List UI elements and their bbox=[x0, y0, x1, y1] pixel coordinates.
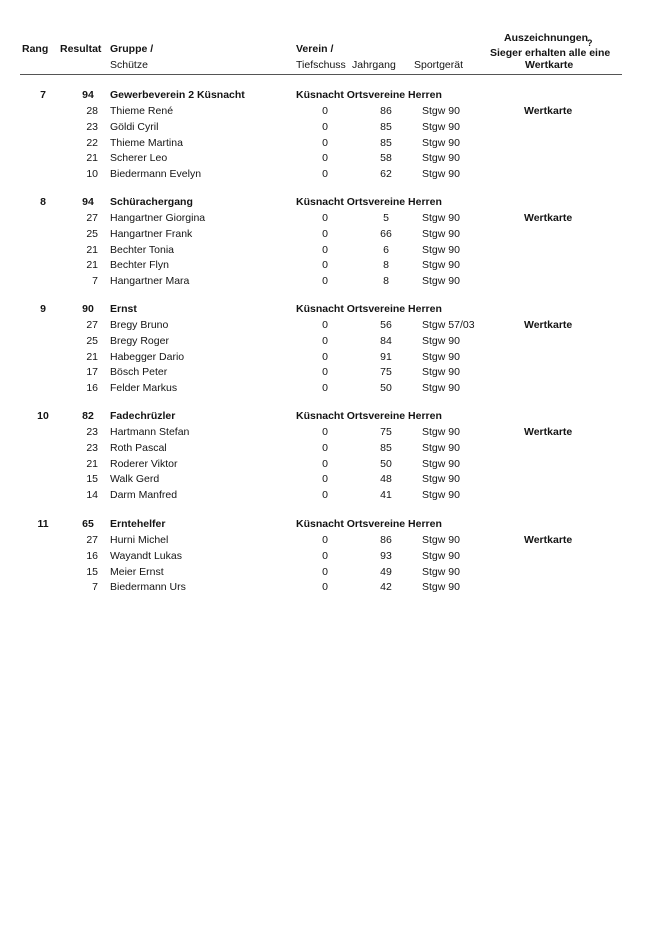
header-sieger: Sieger erhalten alle eine bbox=[490, 47, 611, 59]
member-jahrgang: 84 bbox=[380, 334, 392, 347]
member-resultat: 22 bbox=[86, 136, 98, 149]
table-row bbox=[0, 488, 664, 502]
header-resultat: Resultat bbox=[60, 43, 102, 55]
member-jahrgang: 75 bbox=[380, 426, 392, 438]
member-name: Hangartner Frank bbox=[110, 227, 193, 240]
member-tiefschuss: 0 bbox=[322, 136, 328, 149]
table-row bbox=[0, 258, 664, 272]
group-rang: 9 bbox=[40, 303, 46, 315]
member-sportgeraet: Stgw 90 bbox=[422, 136, 460, 149]
member-tiefschuss: 0 bbox=[322, 366, 328, 379]
member-name: Walk Gerd bbox=[110, 473, 160, 486]
member-tiefschuss: 0 bbox=[322, 227, 328, 240]
group-name: Erntehelfer bbox=[110, 518, 166, 530]
member-resultat: 21 bbox=[86, 243, 98, 256]
group-name: Fadechrüzler bbox=[110, 410, 176, 422]
table-row bbox=[0, 457, 664, 471]
member-tiefschuss: 0 bbox=[322, 382, 328, 395]
member-sportgeraet: Stgw 90 bbox=[422, 212, 460, 224]
member-resultat: 7 bbox=[92, 581, 98, 594]
member-jahrgang: 6 bbox=[383, 243, 389, 256]
header-auszeichnungen: Auszeichnungen bbox=[504, 32, 589, 44]
member-tiefschuss: 0 bbox=[322, 549, 328, 562]
member-tiefschuss: 0 bbox=[322, 275, 328, 288]
member-jahrgang: 50 bbox=[380, 457, 392, 470]
member-name: Bechter Flyn bbox=[110, 259, 169, 272]
table-row bbox=[0, 350, 664, 364]
member-sportgeraet: Stgw 90 bbox=[422, 473, 460, 486]
member-resultat: 16 bbox=[86, 549, 98, 562]
member-jahrgang: 86 bbox=[380, 105, 392, 117]
table-row bbox=[0, 136, 664, 150]
member-tiefschuss: 0 bbox=[322, 565, 328, 578]
member-sportgeraet: Stgw 90 bbox=[422, 259, 460, 272]
member-resultat: 23 bbox=[86, 426, 98, 438]
member-name: Bregy Roger bbox=[110, 334, 169, 347]
member-jahrgang: 85 bbox=[380, 136, 392, 149]
member-tiefschuss: 0 bbox=[322, 319, 328, 331]
member-name: Thieme René bbox=[110, 105, 174, 117]
table-row bbox=[0, 334, 664, 348]
member-sportgeraet: Stgw 90 bbox=[422, 350, 460, 363]
member-auszeichnung: Wertkarte bbox=[524, 426, 573, 438]
member-resultat: 25 bbox=[86, 227, 98, 240]
table-row bbox=[0, 549, 664, 563]
header-sportgeraet: Sportgerät bbox=[414, 59, 464, 71]
member-tiefschuss: 0 bbox=[322, 105, 328, 117]
member-name: Felder Markus bbox=[110, 382, 178, 395]
member-resultat: 27 bbox=[86, 534, 98, 546]
member-tiefschuss: 0 bbox=[322, 334, 328, 347]
member-jahrgang: 93 bbox=[380, 549, 392, 562]
member-jahrgang: 48 bbox=[380, 473, 392, 486]
member-resultat: 27 bbox=[86, 319, 98, 331]
member-resultat: 23 bbox=[86, 441, 98, 454]
group-verein: Küsnacht Ortsvereine Herren bbox=[296, 518, 442, 530]
member-sportgeraet: Stgw 57/03 bbox=[422, 319, 475, 331]
group-resultat: 65 bbox=[82, 518, 94, 530]
member-sportgeraet: Stgw 90 bbox=[422, 243, 460, 256]
member-resultat: 27 bbox=[86, 212, 98, 224]
member-name: Bregy Bruno bbox=[110, 319, 169, 331]
member-name: Thieme Martina bbox=[110, 136, 183, 149]
group-name: Schürachergang bbox=[110, 196, 193, 208]
member-jahrgang: 66 bbox=[380, 227, 392, 240]
member-tiefschuss: 0 bbox=[322, 243, 328, 256]
member-resultat: 15 bbox=[86, 473, 98, 486]
member-name: Hartmann Stefan bbox=[110, 426, 190, 438]
member-sportgeraet: Stgw 90 bbox=[422, 426, 460, 438]
member-name: Biedermann Urs bbox=[110, 581, 186, 594]
member-resultat: 21 bbox=[86, 259, 98, 272]
member-jahrgang: 85 bbox=[380, 120, 392, 133]
group-rang: 10 bbox=[37, 410, 49, 422]
group-verein: Küsnacht Ortsvereine Herren bbox=[296, 410, 442, 422]
member-sportgeraet: Stgw 90 bbox=[422, 549, 460, 562]
member-sportgeraet: Stgw 90 bbox=[422, 441, 460, 454]
member-jahrgang: 8 bbox=[383, 259, 389, 272]
member-auszeichnung: Wertkarte bbox=[524, 212, 573, 224]
member-resultat: 21 bbox=[86, 152, 98, 165]
member-resultat: 25 bbox=[86, 334, 98, 347]
member-name: Biedermann Evelyn bbox=[110, 168, 202, 181]
member-name: Roderer Viktor bbox=[110, 457, 178, 470]
member-jahrgang: 8 bbox=[383, 275, 389, 288]
member-tiefschuss: 0 bbox=[322, 441, 328, 454]
member-resultat: 7 bbox=[92, 275, 98, 288]
table-row bbox=[0, 425, 664, 439]
member-sportgeraet: Stgw 90 bbox=[422, 581, 460, 594]
member-name: Hurni Michel bbox=[110, 534, 169, 546]
member-tiefschuss: 0 bbox=[322, 152, 328, 165]
group-verein: Küsnacht Ortsvereine Herren bbox=[296, 89, 442, 101]
member-jahrgang: 86 bbox=[380, 534, 392, 546]
table-row bbox=[0, 533, 664, 547]
group-name: Gewerbeverein 2 Küsnacht bbox=[110, 89, 245, 101]
member-jahrgang: 5 bbox=[383, 212, 389, 224]
member-resultat: 23 bbox=[86, 120, 98, 133]
member-sportgeraet: Stgw 90 bbox=[422, 366, 460, 379]
member-jahrgang: 75 bbox=[380, 366, 392, 379]
table-row bbox=[0, 472, 664, 486]
member-resultat: 28 bbox=[86, 105, 98, 117]
member-tiefschuss: 0 bbox=[322, 168, 328, 181]
member-name: Göldi Cyril bbox=[110, 120, 159, 133]
member-name: Roth Pascal bbox=[110, 441, 167, 454]
table-row bbox=[0, 167, 664, 181]
member-jahrgang: 50 bbox=[380, 382, 392, 395]
member-sportgeraet: Stgw 90 bbox=[422, 120, 460, 133]
member-sportgeraet: Stgw 90 bbox=[422, 565, 460, 578]
header-footnote-mark: ? bbox=[587, 38, 593, 48]
member-name: Scherer Leo bbox=[110, 152, 168, 165]
member-name: Meier Ernst bbox=[110, 565, 164, 578]
member-sportgeraet: Stgw 90 bbox=[422, 227, 460, 240]
member-sportgeraet: Stgw 90 bbox=[422, 275, 460, 288]
group-rang: 7 bbox=[40, 89, 46, 101]
member-name: Habegger Dario bbox=[110, 350, 185, 363]
group-rang: 8 bbox=[40, 196, 46, 208]
header-tiefschuss: Tiefschuss bbox=[296, 59, 346, 71]
member-tiefschuss: 0 bbox=[322, 457, 328, 470]
member-resultat: 21 bbox=[86, 350, 98, 363]
member-resultat: 10 bbox=[86, 168, 98, 181]
member-jahrgang: 56 bbox=[380, 319, 392, 331]
member-jahrgang: 62 bbox=[380, 168, 392, 181]
table-row bbox=[0, 441, 664, 455]
member-name: Bösch Peter bbox=[110, 366, 168, 379]
member-sportgeraet: Stgw 90 bbox=[422, 534, 460, 546]
member-jahrgang: 91 bbox=[380, 350, 392, 363]
member-sportgeraet: Stgw 90 bbox=[422, 105, 460, 117]
member-auszeichnung: Wertkarte bbox=[524, 105, 573, 117]
table-row bbox=[0, 211, 664, 225]
table-row bbox=[0, 227, 664, 241]
member-auszeichnung: Wertkarte bbox=[524, 319, 573, 331]
member-name: Wayandt Lukas bbox=[110, 549, 182, 562]
member-jahrgang: 58 bbox=[380, 152, 392, 165]
member-tiefschuss: 0 bbox=[322, 212, 328, 224]
header-gruppe: Gruppe / bbox=[110, 43, 154, 55]
header-jahrgang: Jahrgang bbox=[352, 59, 396, 71]
member-resultat: 15 bbox=[86, 565, 98, 578]
group-rang: 11 bbox=[37, 518, 49, 530]
member-sportgeraet: Stgw 90 bbox=[422, 457, 460, 470]
table-row bbox=[0, 565, 664, 579]
member-name: Hangartner Mara bbox=[110, 275, 190, 288]
member-tiefschuss: 0 bbox=[322, 426, 328, 438]
member-tiefschuss: 0 bbox=[322, 259, 328, 272]
group-verein: Küsnacht Ortsvereine Herren bbox=[296, 303, 442, 315]
group-resultat: 82 bbox=[82, 410, 94, 422]
member-name: Hangartner Giorgina bbox=[110, 212, 206, 224]
member-resultat: 16 bbox=[86, 382, 98, 395]
table-row bbox=[0, 381, 664, 395]
member-tiefschuss: 0 bbox=[322, 581, 328, 594]
member-tiefschuss: 0 bbox=[322, 473, 328, 486]
member-jahrgang: 49 bbox=[380, 565, 392, 578]
member-resultat: 14 bbox=[86, 489, 98, 502]
table-row bbox=[0, 151, 664, 165]
table-row bbox=[0, 318, 664, 332]
member-tiefschuss: 0 bbox=[322, 120, 328, 133]
group-resultat: 90 bbox=[82, 303, 94, 315]
member-jahrgang: 85 bbox=[380, 441, 392, 454]
table-row bbox=[0, 120, 664, 134]
table-row bbox=[0, 580, 664, 594]
member-sportgeraet: Stgw 90 bbox=[422, 168, 460, 181]
group-name: Ernst bbox=[110, 303, 137, 315]
member-jahrgang: 41 bbox=[380, 489, 392, 502]
member-tiefschuss: 0 bbox=[322, 489, 328, 502]
header-verein: Verein / bbox=[296, 43, 334, 55]
header-wertkarte: Wertkarte bbox=[525, 59, 574, 71]
member-sportgeraet: Stgw 90 bbox=[422, 382, 460, 395]
member-auszeichnung: Wertkarte bbox=[524, 534, 573, 546]
member-sportgeraet: Stgw 90 bbox=[422, 334, 460, 347]
member-name: Darm Manfred bbox=[110, 489, 178, 502]
member-jahrgang: 42 bbox=[380, 581, 392, 594]
table-row bbox=[0, 365, 664, 379]
member-resultat: 17 bbox=[86, 366, 98, 379]
group-resultat: 94 bbox=[82, 89, 94, 101]
group-verein: Küsnacht Ortsvereine Herren bbox=[296, 196, 442, 208]
table-row bbox=[0, 274, 664, 288]
member-name: Bechter Tonia bbox=[110, 243, 175, 256]
table-row bbox=[0, 104, 664, 118]
member-sportgeraet: Stgw 90 bbox=[422, 152, 460, 165]
member-resultat: 21 bbox=[86, 457, 98, 470]
header-rule bbox=[20, 74, 622, 75]
header-rang: Rang bbox=[22, 43, 49, 55]
group-resultat: 94 bbox=[82, 196, 94, 208]
header-schuetze: Schütze bbox=[110, 59, 148, 71]
member-tiefschuss: 0 bbox=[322, 534, 328, 546]
member-sportgeraet: Stgw 90 bbox=[422, 489, 460, 502]
table-row bbox=[0, 243, 664, 257]
member-tiefschuss: 0 bbox=[322, 350, 328, 363]
